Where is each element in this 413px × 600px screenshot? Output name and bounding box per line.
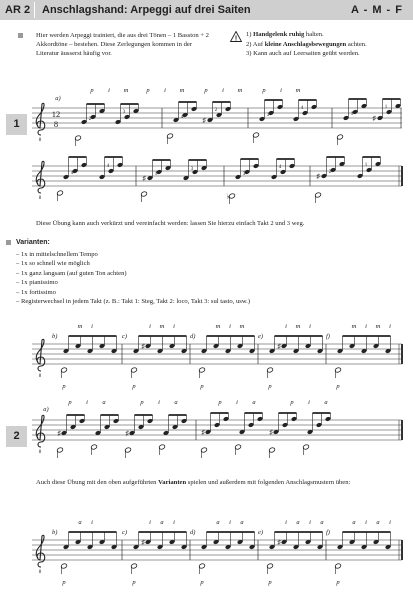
fingering-letter: i	[222, 87, 224, 94]
variant-label: e)	[258, 529, 264, 536]
variant-label: d)	[190, 529, 196, 536]
fret-label: 1	[384, 105, 388, 110]
fret-label: 3	[122, 110, 126, 115]
fret-label: 2	[88, 117, 92, 122]
variant-item: – Registerwechsel in jedem Takt (z. B.: Takt 1: Steg, Takt 2: loco, Takt 3: sul tasto, usw.)	[16, 298, 251, 306]
bass-fingering: p	[132, 579, 136, 586]
octave-mark: 8	[38, 450, 42, 455]
shorten-note: Diese Übung kann auch verkürzt und vereinfacht werden: lassen Sie hierzu einfach Takt 2 und 3 weg.	[36, 220, 305, 227]
fingering-letter: i	[149, 519, 151, 526]
fret-label: 4	[70, 171, 74, 176]
variant-label: a)	[55, 95, 61, 102]
warning-icon	[230, 31, 242, 42]
sharp-icon: ♯	[125, 429, 129, 438]
fingering-letter: a	[324, 399, 328, 406]
fingering-letter: i	[236, 399, 238, 406]
fingering-letter: a	[102, 399, 106, 406]
fingering-letter: p	[146, 87, 150, 94]
fingering-letter: i	[365, 323, 367, 330]
fret-label: 3	[266, 113, 270, 118]
fingering-letter: i	[229, 323, 231, 330]
fret-label: 3	[242, 172, 246, 177]
octave-mark: 8	[38, 138, 42, 143]
fingering-letter: p	[68, 399, 72, 406]
music-staff-variants-ai	[30, 504, 405, 600]
exercise-number-2: 2	[6, 426, 27, 447]
variant-label: f)	[326, 529, 330, 536]
fingering-letter: i	[308, 399, 310, 406]
fingering-letter: i	[149, 323, 151, 330]
fingering-letter: p	[90, 87, 94, 94]
music-staff-exercise-1-line-2	[30, 152, 405, 210]
variant-label: d)	[190, 333, 196, 340]
warning-item: 3) Kann auch auf Leersaiten geübt werden.	[246, 50, 360, 58]
fingering-letter: i	[173, 519, 175, 526]
time-sig-bottom: 8	[53, 119, 59, 129]
variant-item: – 1x ganz langsam (auf guten Ton achten)	[16, 269, 127, 277]
sharp-icon: ♯	[269, 428, 273, 437]
fingering-letter: i	[309, 323, 311, 330]
bullet-square	[18, 33, 23, 38]
fingering-letter: i	[91, 323, 93, 330]
fingering-letter: p	[262, 87, 266, 94]
fingering-letter: i	[285, 519, 287, 526]
variant-item: – 1x in mittelschnellem Tempo	[16, 251, 98, 258]
flat-icon: ♭	[226, 192, 230, 201]
variants-heading: Varianten:	[16, 239, 50, 246]
sharp-icon: ♯	[57, 429, 61, 438]
fingering-letter: i	[86, 399, 88, 406]
fingering-letter: a	[252, 399, 256, 406]
sharp-icon: ♯	[277, 342, 281, 351]
variants-list	[16, 250, 250, 306]
bass-fingering: p	[62, 579, 66, 586]
fingering-letter: i	[91, 519, 93, 526]
anschlag-note: Auch diese Übung mit den oben aufgeführten Varianten spielen und außerdem mit folgenden Anschlagsmustern üben:	[36, 479, 351, 486]
sharp-icon: ♯	[141, 538, 145, 547]
fingering-letter: m	[123, 87, 129, 94]
bass-fingering: p	[200, 383, 204, 390]
variant-item: – 1x fortissimo	[16, 288, 56, 296]
sharp-icon: ♯	[202, 116, 206, 125]
fingering-letter: a	[352, 519, 356, 526]
fingering-letter: a	[320, 519, 324, 526]
fingering-letter: p	[290, 399, 294, 406]
chapter-title: Anschlagshand: Arpeggi auf drei Saiten	[42, 4, 251, 16]
fingering-letter: i	[365, 519, 367, 526]
fingering-letter: i	[164, 87, 166, 94]
octave-mark: 8	[38, 570, 42, 575]
fingering-letter: i	[229, 519, 231, 526]
music-staff-variants-mi	[30, 322, 405, 392]
fingering-letter: i	[173, 323, 175, 330]
fingering-letter: p	[218, 399, 222, 406]
variant-item: – 1x pianissimo	[16, 279, 58, 287]
finger-sequence: A - M - F	[351, 4, 403, 16]
fret-label: 2	[328, 170, 332, 175]
variant-label: b)	[52, 333, 58, 340]
fingering-letter: i	[280, 87, 282, 94]
intro-text: Hier werden Arpeggi trainiert, die aus drei Tönen – 1 Basston + 2 Akkordtöne – bestehen. Diese Zerlegungen kommen in der Literatur äusserst häufig vor.	[36, 32, 209, 58]
sharp-icon: ♯	[142, 174, 146, 183]
fret-label: 1	[350, 112, 354, 117]
fingering-letter: m	[215, 323, 221, 330]
fret-label: 4	[300, 106, 304, 111]
page-header	[0, 0, 413, 20]
fingering-letter: a	[216, 519, 220, 526]
fingering-letter: a	[240, 519, 244, 526]
sharp-icon: ♯	[277, 538, 281, 547]
variant-label: e)	[258, 333, 264, 340]
fret-label: 2	[214, 108, 218, 113]
chapter-code: AR 2	[5, 4, 31, 16]
bass-fingering: p	[268, 579, 272, 586]
variant-label: c)	[122, 529, 128, 536]
sharp-icon: ♯	[372, 114, 376, 123]
bass-fingering: p	[132, 383, 136, 390]
variant-item: – 1x so schnell wie möglich	[16, 260, 90, 268]
fret-label: 4	[106, 164, 110, 169]
bass-fingering: p	[336, 383, 340, 390]
variant-label: f)	[326, 333, 330, 340]
fingering-letter: m	[159, 323, 165, 330]
fingering-letter: i	[158, 399, 160, 406]
fingering-letter: m	[295, 323, 301, 330]
fingering-letter: a	[78, 519, 82, 526]
fingering-letter: a	[376, 519, 380, 526]
fingering-letter: i	[309, 519, 311, 526]
octave-mark: 8	[38, 374, 42, 379]
music-staff-exercise-2	[30, 398, 405, 468]
fingering-letter: p	[204, 87, 208, 94]
fret-label: 1	[154, 172, 158, 177]
fingering-letter: i	[285, 323, 287, 330]
warning-item: 2) Auf kleine Anschlagsbewegungen achten.	[246, 40, 367, 48]
fingering-letter: p	[140, 399, 144, 406]
sharp-icon: ♯	[201, 428, 205, 437]
sharp-icon: ♯	[316, 172, 320, 181]
bass-fingering: p	[268, 383, 272, 390]
fingering-letter: i	[389, 519, 391, 526]
fingering-letter: i	[108, 87, 110, 94]
warning-item: 1) Handgelenk ruhig halten.	[246, 31, 324, 38]
fingering-letter: a	[174, 399, 178, 406]
fingering-letter: m	[77, 323, 83, 330]
fingering-letter: a	[296, 519, 300, 526]
fret-label: 4	[278, 165, 282, 170]
sharp-icon: ♯	[141, 342, 145, 351]
time-sig-top: 12	[51, 109, 61, 119]
variant-label: c)	[122, 333, 128, 340]
bass-fingering: p	[200, 579, 204, 586]
variant-label: a)	[43, 406, 49, 413]
bass-fingering: p	[62, 383, 66, 390]
fret-label: 3	[190, 167, 194, 172]
octave-mark: 8	[38, 196, 42, 201]
fingering-letter: i	[389, 323, 391, 330]
fingering-letter: m	[375, 323, 381, 330]
svg-text:!: !	[234, 35, 238, 42]
exercise-number-1: 1	[6, 114, 27, 135]
fret-label: 1	[364, 163, 368, 168]
fingering-letter: a	[160, 519, 164, 526]
fingering-letter: m	[237, 87, 243, 94]
fingering-letter: m	[239, 323, 245, 330]
bass-fingering: p	[336, 579, 340, 586]
variant-label: b)	[52, 529, 58, 536]
music-staff-exercise-1-line-1	[30, 86, 405, 154]
fingering-letter: m	[351, 323, 357, 330]
fingering-letter: m	[295, 87, 301, 94]
fingering-letter: m	[179, 87, 185, 94]
fret-label: 4	[180, 115, 184, 120]
bullet-square	[6, 240, 11, 245]
warning-list	[246, 30, 406, 59]
header-divider	[34, 2, 35, 18]
